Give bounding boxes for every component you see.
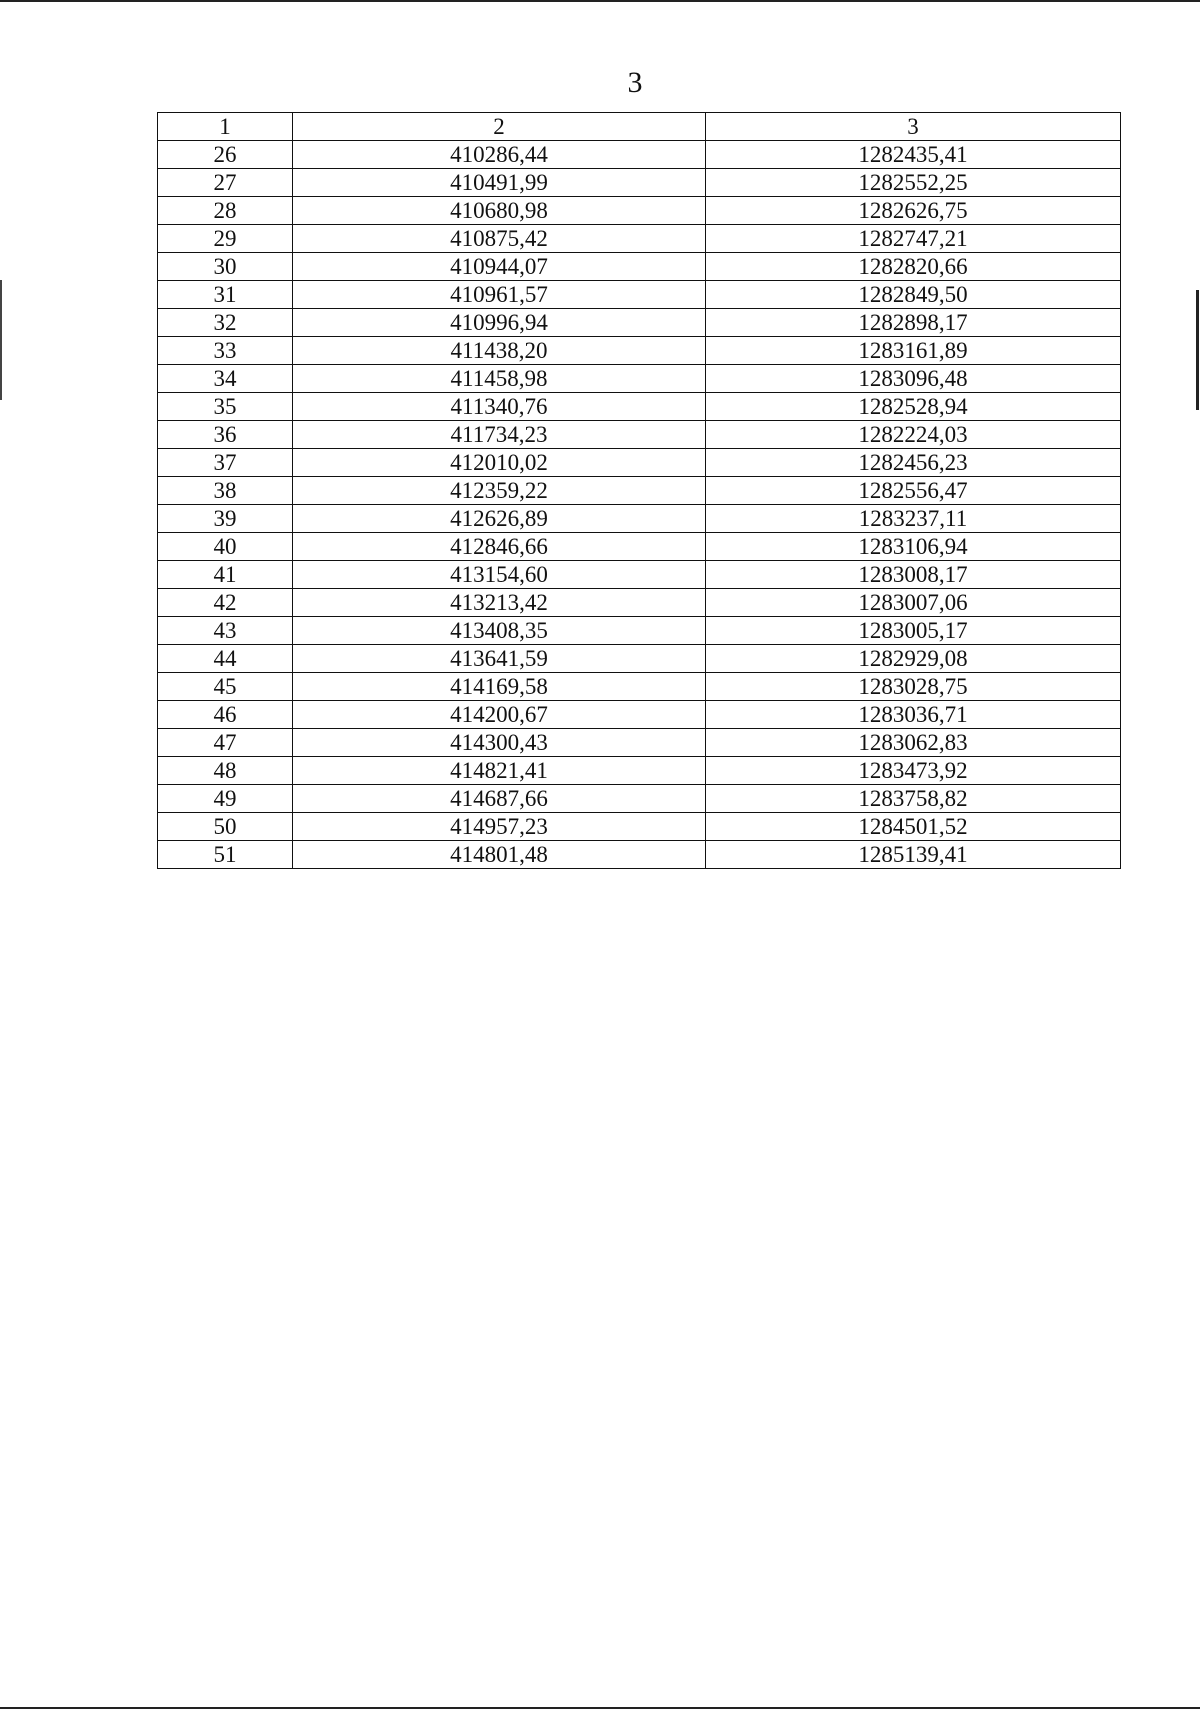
x-coordinate-cell: 411458,98	[293, 365, 706, 393]
point-number-cell: 50	[158, 813, 293, 841]
x-coordinate-cell: 413213,42	[293, 589, 706, 617]
header-cell-col3: 3	[706, 113, 1121, 141]
x-coordinate-cell: 410996,94	[293, 309, 706, 337]
y-coordinate-cell: 1282747,21	[706, 225, 1121, 253]
scan-edge-top	[0, 0, 1200, 2]
point-number-cell: 28	[158, 197, 293, 225]
point-number-cell: 47	[158, 729, 293, 757]
y-coordinate-cell: 1282898,17	[706, 309, 1121, 337]
point-number-cell: 51	[158, 841, 293, 869]
table-row	[158, 841, 1121, 869]
x-coordinate-cell: 413154,60	[293, 561, 706, 589]
table-row	[158, 141, 1121, 169]
y-coordinate-cell: 1282528,94	[706, 393, 1121, 421]
x-coordinate-cell: 410491,99	[293, 169, 706, 197]
header-cell-col1: 1	[158, 113, 293, 141]
table-row	[158, 477, 1121, 505]
y-coordinate-cell: 1283473,92	[706, 757, 1121, 785]
point-number-cell: 49	[158, 785, 293, 813]
y-coordinate-cell: 1283758,82	[706, 785, 1121, 813]
y-coordinate-cell: 1283008,17	[706, 561, 1121, 589]
table-row	[158, 505, 1121, 533]
table-row	[158, 785, 1121, 813]
y-coordinate-cell: 1282456,23	[706, 449, 1121, 477]
point-number-cell: 29	[158, 225, 293, 253]
y-coordinate-cell: 1283007,06	[706, 589, 1121, 617]
y-coordinate-cell: 1283028,75	[706, 673, 1121, 701]
y-coordinate-cell: 1285139,41	[706, 841, 1121, 869]
table-row	[158, 197, 1121, 225]
header-cell-col2: 2	[293, 113, 706, 141]
table-row	[158, 449, 1121, 477]
y-coordinate-cell: 1282820,66	[706, 253, 1121, 281]
x-coordinate-cell: 413408,35	[293, 617, 706, 645]
point-number-cell: 37	[158, 449, 293, 477]
page-number: 3	[627, 66, 643, 99]
table-row	[158, 281, 1121, 309]
scan-edge-right	[1196, 290, 1199, 410]
x-coordinate-cell: 414821,41	[293, 757, 706, 785]
y-coordinate-cell: 1283106,94	[706, 533, 1121, 561]
table-row	[158, 421, 1121, 449]
y-coordinate-cell: 1282552,25	[706, 169, 1121, 197]
point-number-cell: 42	[158, 589, 293, 617]
x-coordinate-cell: 410875,42	[293, 225, 706, 253]
point-number-cell: 34	[158, 365, 293, 393]
y-coordinate-cell: 1282626,75	[706, 197, 1121, 225]
table-row	[158, 645, 1121, 673]
point-number-cell: 26	[158, 141, 293, 169]
point-number-cell: 46	[158, 701, 293, 729]
table-row	[158, 169, 1121, 197]
point-number-cell: 40	[158, 533, 293, 561]
y-coordinate-cell: 1282556,47	[706, 477, 1121, 505]
x-coordinate-cell: 414169,58	[293, 673, 706, 701]
x-coordinate-cell: 414687,66	[293, 785, 706, 813]
x-coordinate-cell: 410680,98	[293, 197, 706, 225]
point-number-cell: 38	[158, 477, 293, 505]
table-row	[158, 673, 1121, 701]
x-coordinate-cell: 412846,66	[293, 533, 706, 561]
x-coordinate-cell: 412359,22	[293, 477, 706, 505]
table-row	[158, 701, 1121, 729]
y-coordinate-cell: 1283005,17	[706, 617, 1121, 645]
x-coordinate-cell: 411340,76	[293, 393, 706, 421]
point-number-cell: 43	[158, 617, 293, 645]
table-row	[158, 393, 1121, 421]
x-coordinate-cell: 412010,02	[293, 449, 706, 477]
scan-edge-left	[0, 280, 2, 400]
x-coordinate-cell: 410286,44	[293, 141, 706, 169]
table-row	[158, 253, 1121, 281]
point-number-cell: 45	[158, 673, 293, 701]
table-row	[158, 813, 1121, 841]
x-coordinate-cell: 414801,48	[293, 841, 706, 869]
scan-edge-bottom	[0, 1707, 1200, 1709]
y-coordinate-cell: 1282435,41	[706, 141, 1121, 169]
point-number-cell: 35	[158, 393, 293, 421]
point-number-cell: 32	[158, 309, 293, 337]
table-row	[158, 561, 1121, 589]
table-row	[158, 337, 1121, 365]
y-coordinate-cell: 1283237,11	[706, 505, 1121, 533]
table-row	[158, 309, 1121, 337]
x-coordinate-cell: 411438,20	[293, 337, 706, 365]
point-number-cell: 48	[158, 757, 293, 785]
x-coordinate-cell: 412626,89	[293, 505, 706, 533]
x-coordinate-cell: 414957,23	[293, 813, 706, 841]
x-coordinate-cell: 414300,43	[293, 729, 706, 757]
y-coordinate-cell: 1283161,89	[706, 337, 1121, 365]
x-coordinate-cell: 410961,57	[293, 281, 706, 309]
y-coordinate-cell: 1282929,08	[706, 645, 1121, 673]
y-coordinate-cell: 1282224,03	[706, 421, 1121, 449]
x-coordinate-cell: 413641,59	[293, 645, 706, 673]
point-number-cell: 36	[158, 421, 293, 449]
x-coordinate-cell: 411734,23	[293, 421, 706, 449]
table-row	[158, 589, 1121, 617]
point-number-cell: 44	[158, 645, 293, 673]
table-row	[158, 533, 1121, 561]
table-header-row	[158, 113, 1121, 141]
table-row	[158, 617, 1121, 645]
point-number-cell: 27	[158, 169, 293, 197]
coordinates-table	[157, 112, 1121, 869]
point-number-cell: 33	[158, 337, 293, 365]
table-row	[158, 365, 1121, 393]
table-row	[158, 225, 1121, 253]
y-coordinate-cell: 1282849,50	[706, 281, 1121, 309]
x-coordinate-cell: 414200,67	[293, 701, 706, 729]
table-row	[158, 757, 1121, 785]
point-number-cell: 30	[158, 253, 293, 281]
y-coordinate-cell: 1284501,52	[706, 813, 1121, 841]
y-coordinate-cell: 1283096,48	[706, 365, 1121, 393]
coordinates-table-body	[158, 113, 1121, 869]
point-number-cell: 39	[158, 505, 293, 533]
y-coordinate-cell: 1283062,83	[706, 729, 1121, 757]
x-coordinate-cell: 410944,07	[293, 253, 706, 281]
point-number-cell: 31	[158, 281, 293, 309]
table-row	[158, 729, 1121, 757]
y-coordinate-cell: 1283036,71	[706, 701, 1121, 729]
point-number-cell: 41	[158, 561, 293, 589]
